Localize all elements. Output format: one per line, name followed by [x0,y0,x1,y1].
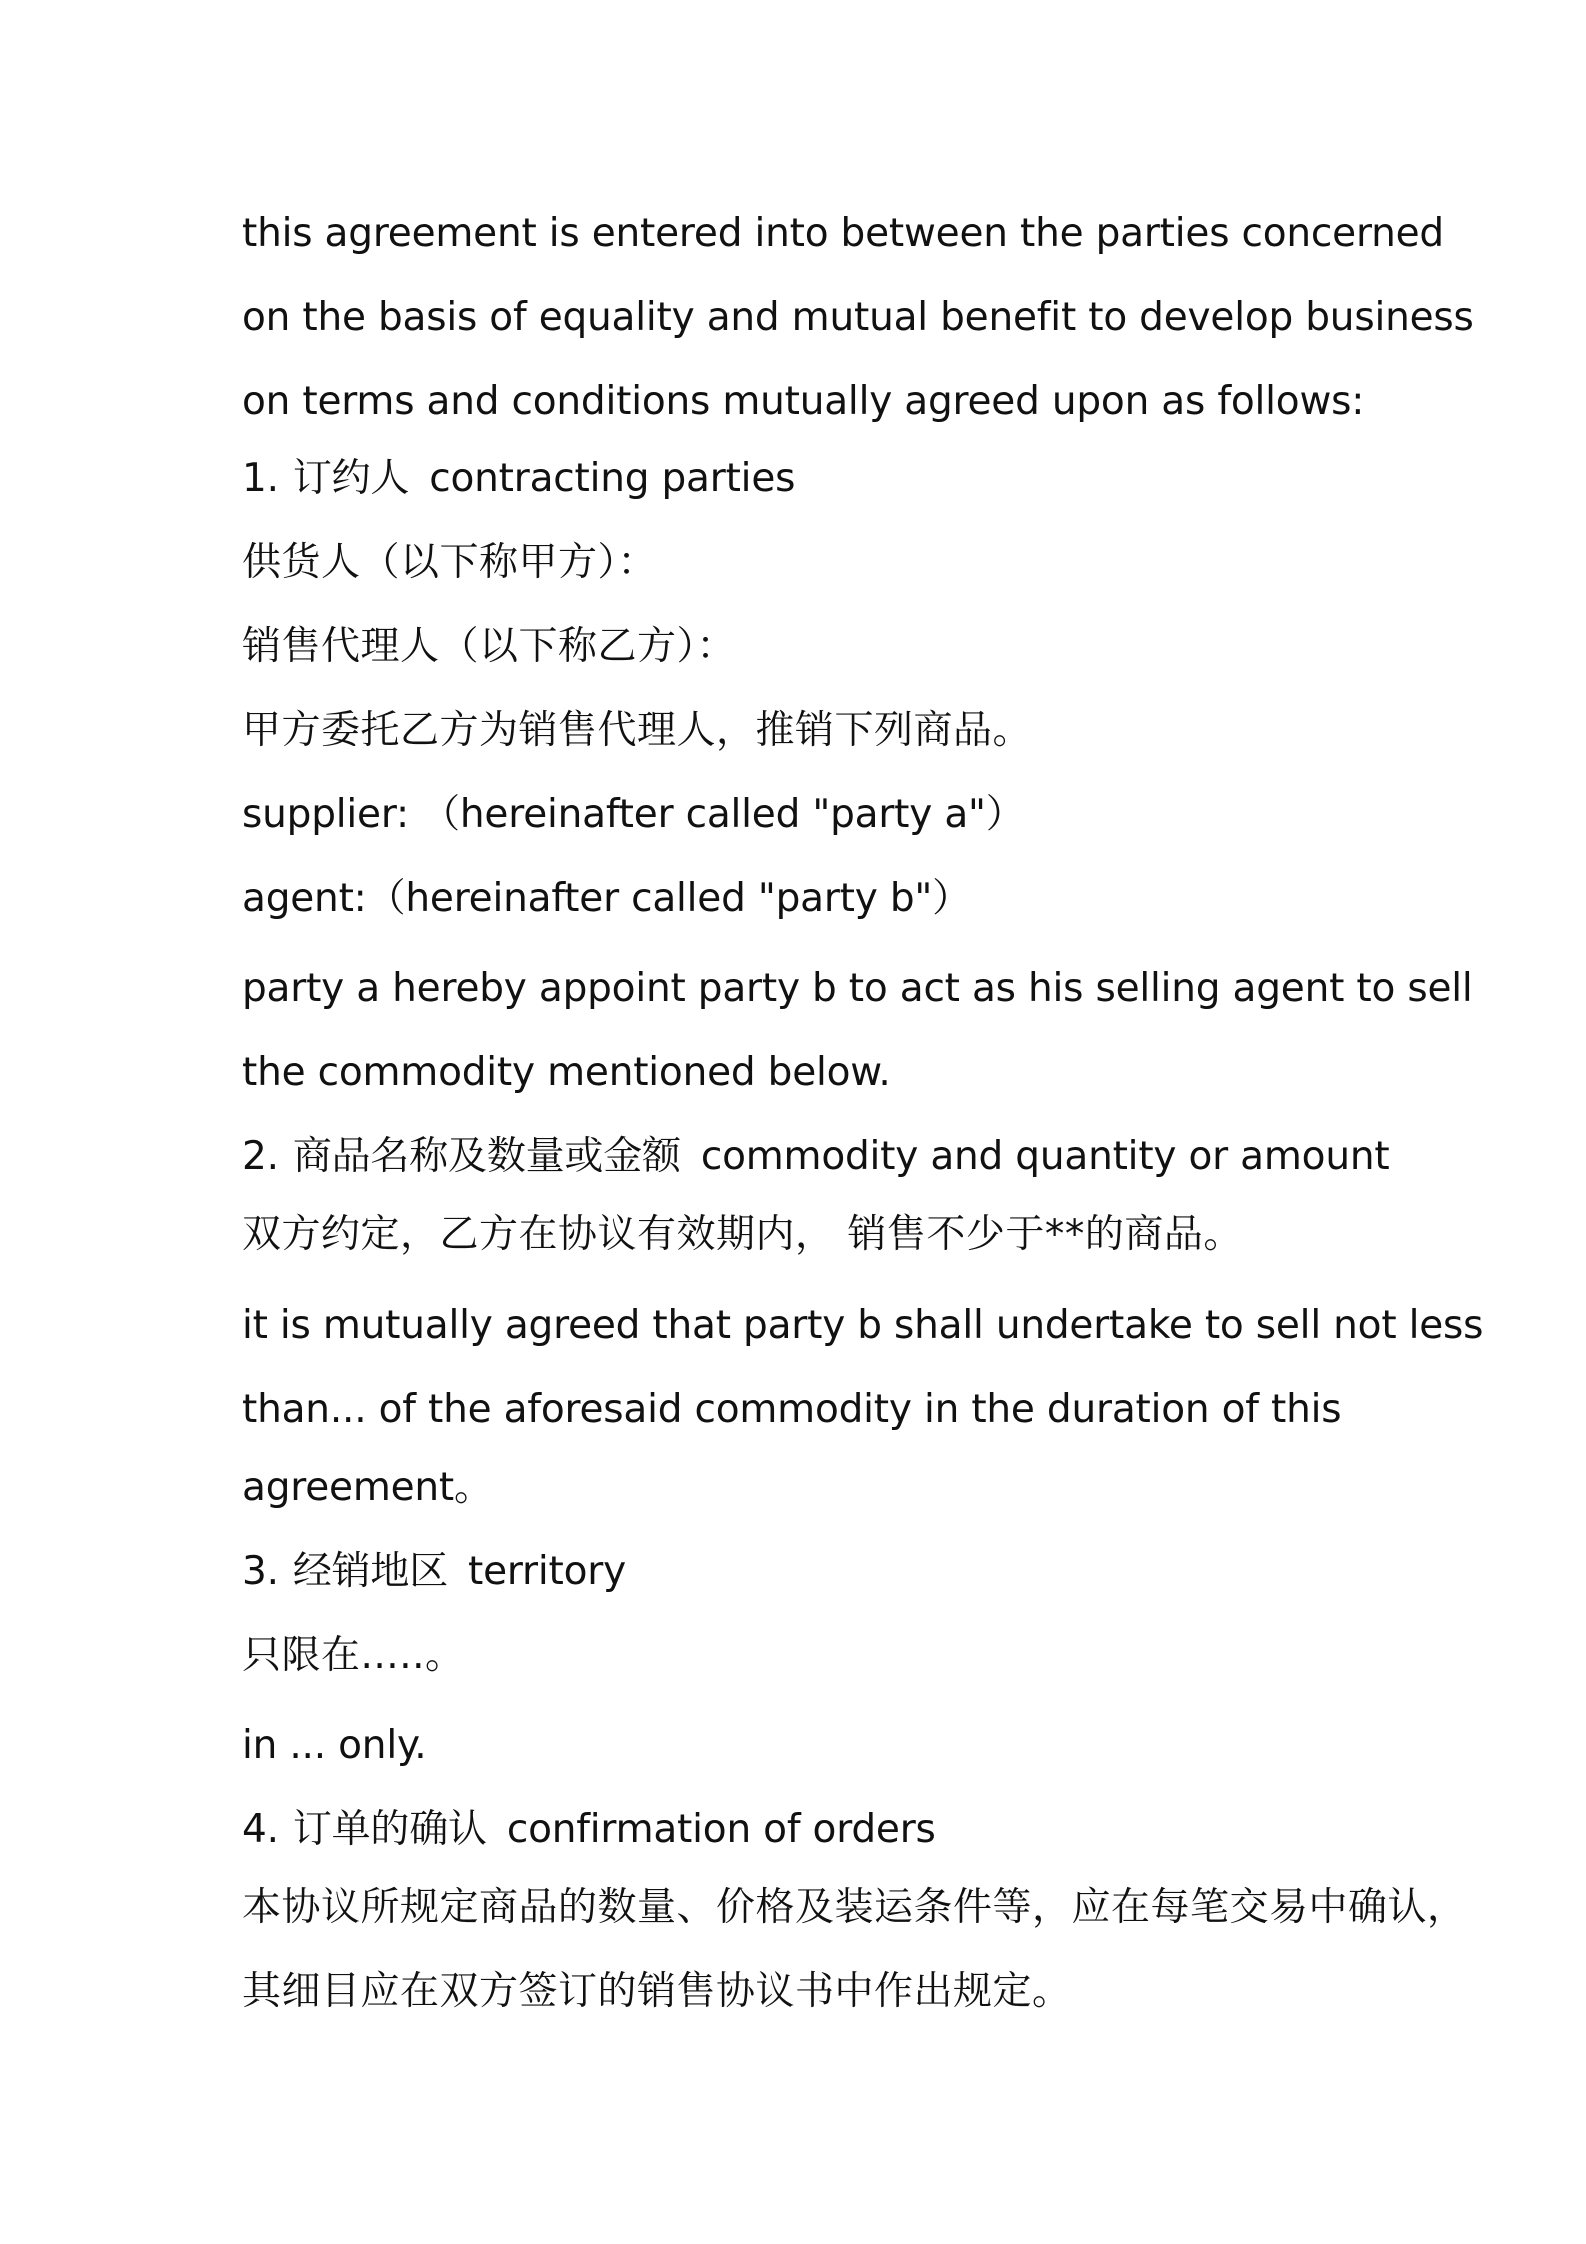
section-3-body-en: in ... only. [242,1723,427,1768]
section-title-en: confirmation of orders [506,1807,936,1852]
intro-line: this agreement is entered into between the parties concerned [242,211,1444,256]
section-number: 3. [242,1549,279,1594]
appoint-en-line: party a hereby appoint party b to act as his selling agent to sell [242,966,1473,1011]
intro-line: on terms and conditions mutually agreed upon as follows: [242,379,1365,424]
section-3-body-zh: 只限在.....。 [242,1633,465,1678]
section-2-body-en: than... of the aforesaid commodity in the duration of this [242,1387,1342,1432]
agent-en-line: agent:（hereinafter called "party b"） [242,876,971,921]
intro-line: on the basis of equality and mutual benefit to develop business [242,295,1474,340]
supplier-zh-line: 供货人（以下称甲方）： [242,540,658,585]
section-title-zh: 经销地区 [292,1549,449,1594]
section-title-zh: 订约人 [292,456,410,501]
section-2-body-zh: 双方约定，乙方在协议有效期内， 销售不少于**的商品。 [242,1212,1243,1257]
section-2-body-en: it is mutually agreed that party b shall undertake to sell not less [242,1303,1484,1348]
appoint-en-line: the commodity mentioned below. [242,1050,891,1095]
section-4-heading [242,1804,1362,1856]
section-1-heading [242,453,1362,505]
agent-zh-line: 销售代理人（以下称乙方）： [242,624,737,669]
section-number: 1. [242,456,279,501]
section-2-body-en: agreement。 [242,1465,493,1510]
section-number: 4. [242,1807,279,1852]
section-2-heading [242,1131,1390,1183]
section-4-body-zh: 本协议所规定商品的数量、价格及装运条件等，应在每笔交易中确认， [242,1885,1467,1930]
section-title-en: contracting parties [429,456,796,501]
appoint-zh-line: 甲方委托乙方为销售代理人，推销下列商品。 [242,708,1033,753]
section-title-zh: 商品名称及数量或金额 [292,1134,681,1179]
section-title-en: commodity and quantity or amount [700,1134,1390,1179]
section-title-zh: 订单的确认 [292,1807,487,1852]
section-number: 2. [242,1134,279,1179]
section-title-en: territory [468,1549,626,1594]
supplier-en-line: supplier: （hereinafter called "party a"） [242,792,1025,837]
section-4-body-zh: 其细目应在双方签订的销售协议书中作出规定。 [242,1969,1072,2014]
section-3-heading [242,1546,1362,1598]
